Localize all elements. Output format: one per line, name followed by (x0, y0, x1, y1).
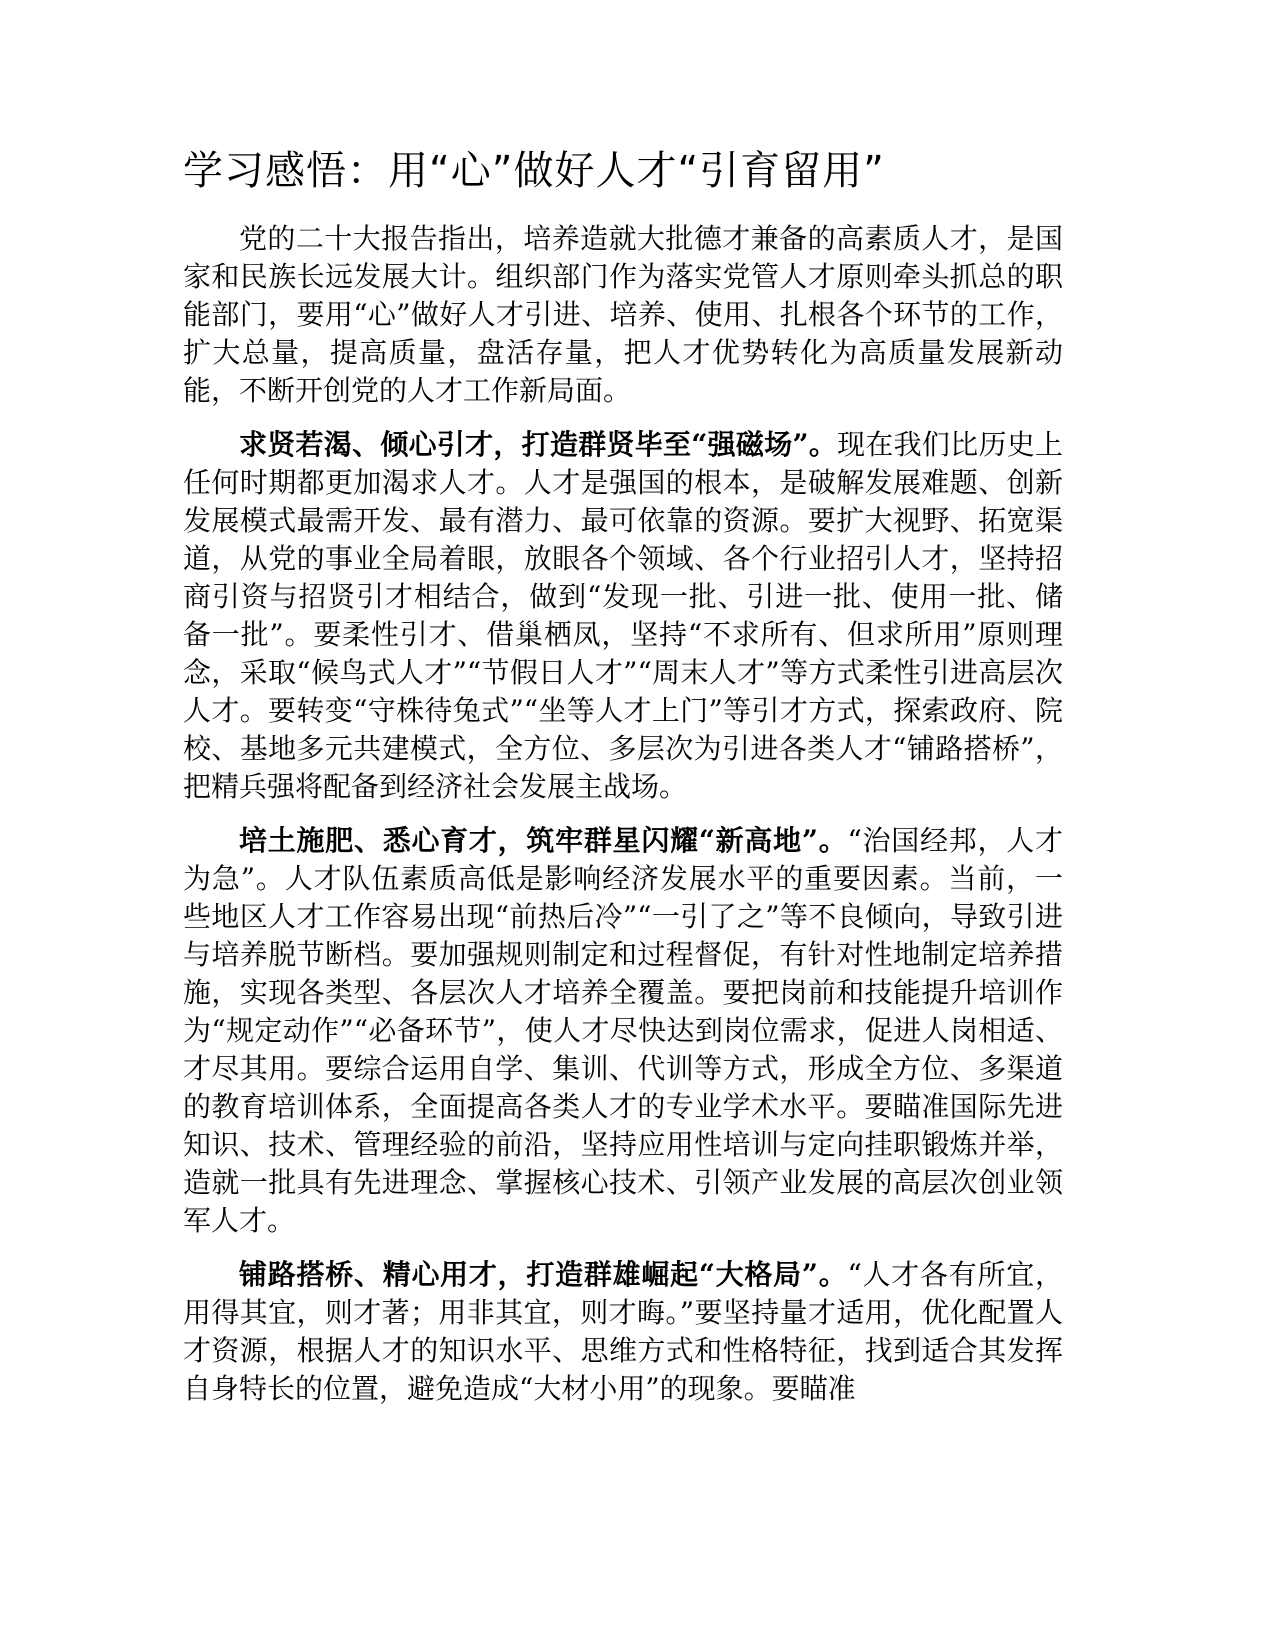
paragraph-use-talent (183, 1256, 1063, 1408)
paragraph-lead: 求贤若渴、倾心引才，打造群贤毕至“强磁场”。 (239, 428, 838, 461)
paragraph-text: “治国经邦，人才为急”。人才队伍素质高低是影响经济发展水平的重要因素。当前，一些地区人才工作容易出现“前热后冷”“一引了之”等不良倾向，导致引进与培养脱节断档。要加强规则制定和过程督促，有针对性地制定培养措施，实现各类型、各层次人才培养全覆盖。要把岗前和技能提升培训作为“规定动作”“必备环节”，使人才尽快达到岗位需求，促进人岗相适、才尽其用。要综合运用自学、集训、代训等方式，形成全方位、多渠道的教育培训体系，全面提高各类人才的专业学术水平。要瞄准国际先进知识、技术、管理经验的前沿，坚持应用性培训与定向挂职锻炼并举，造就一批具有先进理念、掌握核心技术、引领产业发展的高层次创业领军人才。 (183, 824, 1063, 1237)
document-title: 学习感悟：用“心”做好人才“引育留用” (183, 148, 885, 194)
paragraph-text: 现在我们比历史上任何时期都更加渴求人才。人才是强国的根本，是破解发展难题、创新发展模式最需开发、最有潜力、最可依靠的资源。要扩大视野、拓宽渠道，从党的事业全局着眼，放眼各个领域、各个行业招引人才，坚持招商引资与招贤引才相结合，做到“发现一批、引进一批、使用一批、储备一批”。要柔性引才、借巢栖凤，坚持“不求所有、但求所用”原则理念，采取“候鸟式人才”“节假日人才”“周末人才”等方式柔性引进高层次人才。要转变“守株待兔式”“坐等人才上门”等引才方式，探索政府、院校、基地多元共建模式，全方位、多层次为引进各类人才“铺路搭桥”，把精兵强将配备到经济社会发展主战场。 (183, 428, 1063, 803)
paragraph-lead: 铺路搭桥、精心用才，打造群雄崛起“大格局”。 (239, 1258, 848, 1291)
paragraph-intro (183, 220, 1063, 410)
paragraph-text: 党的二十大报告指出，培养造就大批德才兼备的高素质人才，是国家和民族长远发展大计。组织部门作为落实党管人才原则牵头抓总的职能部门，要用“心”做好人才引进、培养、使用、扎根各个环节的工作，扩大总量，提高质量，盘活存量，把人才优势转化为高质量发展新动能，不断开创党的人才工作新局面。 (183, 222, 1063, 407)
paragraph-attract-talent (183, 426, 1063, 806)
document-body (183, 220, 1063, 1424)
paragraph-text: “人才各有所宜，用得其宜，则才著；用非其宜，则才晦。”要坚持量才适用，优化配置人才资源，根据人才的知识水平、思维方式和性格特征，找到适合其发挥自身特长的位置，避免造成“大材小用”的现象。要瞄准 (183, 1258, 1063, 1405)
paragraph-cultivate-talent (183, 822, 1063, 1240)
paragraph-lead: 培土施肥、悉心育才，筑牢群星闪耀“新高地”。 (239, 824, 848, 857)
